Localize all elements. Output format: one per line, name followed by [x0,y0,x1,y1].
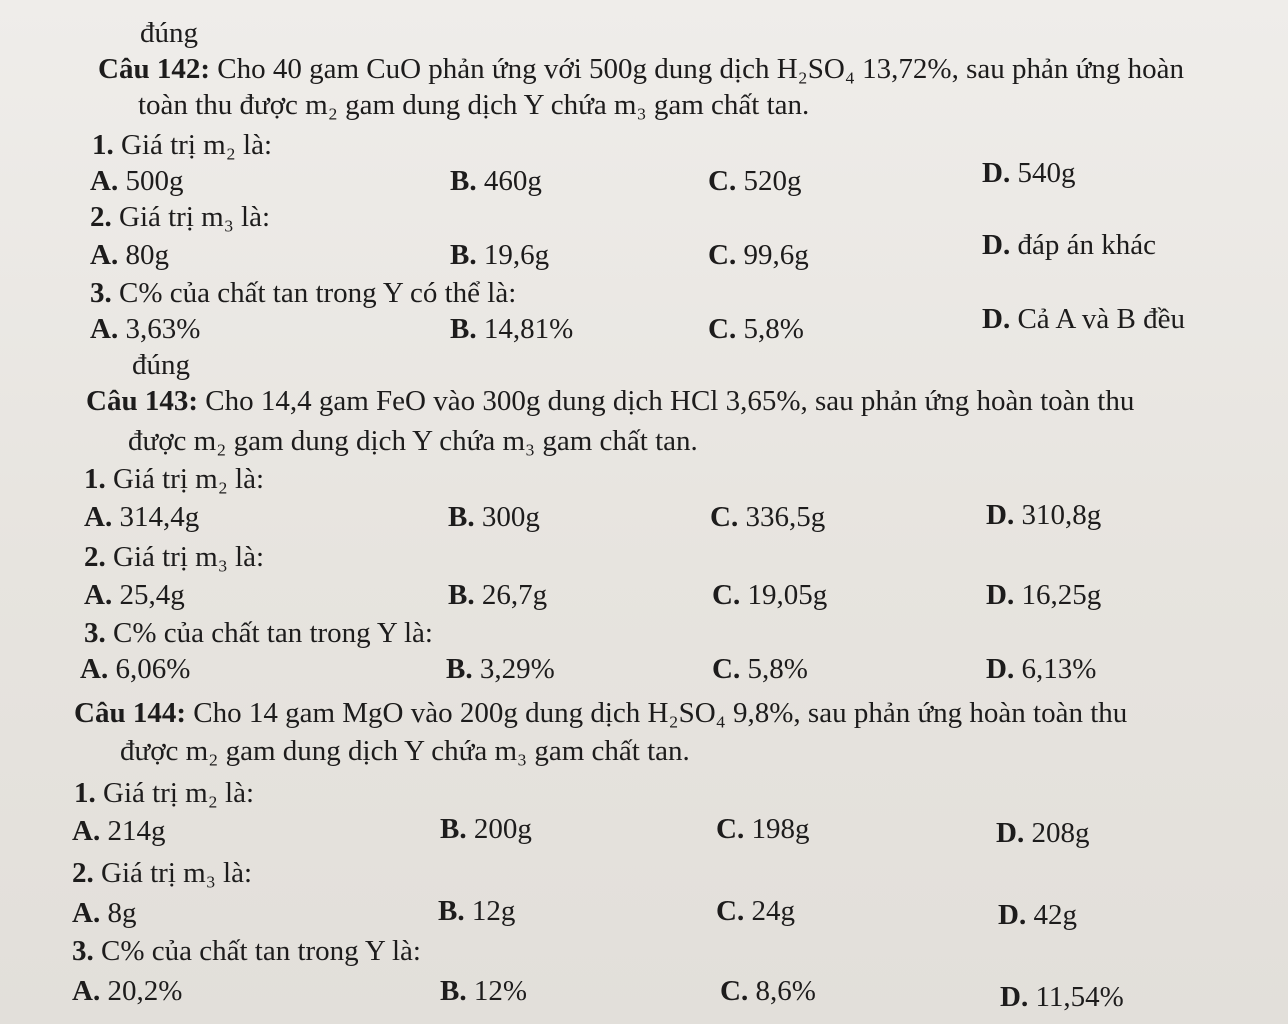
q142-2-option-c: C. 99,6g [708,239,809,271]
q142-1-option-b: B. 460g [450,165,542,197]
question-142-line2: toàn thu được m₂ gam dung dịch Y chứa m₃ gam chất tan. [138,89,810,121]
question-143-line2: được m₂ gam dung dịch Y chứa m₃ gam chất tan. [128,425,698,457]
question-142-heading: Câu 142: [98,53,210,85]
q144-2-option-c: C. 24g [716,895,795,927]
q144-3-option-b: B. 12% [440,975,528,1007]
question-143-line1 [86,384,1134,418]
q144-2-option-d: D. 42g [998,899,1077,931]
q142-2-option-b: B. 19,6g [450,239,550,271]
q143-subquestion-1: 1. Giá trị m₂ là: [84,463,265,495]
subquestion-text: Giá trị m₂ là: [113,129,273,161]
q144-2-option-b: B. 12g [438,895,516,927]
q143-1-option-d: D. 310,8g [986,499,1102,531]
question-143-heading: Câu 143: [86,385,198,417]
q142-subquestion-2: 2. Giá trị m₃ là: [90,201,271,233]
q143-2-option-a: A. 25,4g [84,579,185,611]
question-144-heading: Câu 144: [74,697,186,729]
question-144-line1 [74,696,1127,730]
q144-1-option-c: C. 198g [716,813,810,845]
q142-2-option-a: A. 80g [90,239,169,271]
q143-3-option-b: B. 3,29% [446,653,555,685]
q142-3-option-d: D. Cả A và B đều [982,303,1185,335]
q144-subquestion-2: 2. Giá trị m₃ là: [72,857,253,889]
question-142-text: Cho 40 gam CuO phản ứng với 500g dung dịch H₂SO₄ 13,72%, sau phản ứng hoàn [209,53,1184,85]
question-142-line1 [98,52,1184,86]
q142-subquestion-1 [92,128,272,162]
q142-3-option-a: A. 3,63% [90,313,201,345]
q143-subquestion-3: 3. C% của chất tan trong Y là: [84,617,433,649]
question-144-line2: được m₂ gam dung dịch Y chứa m₃ gam chất tan. [120,735,690,767]
q142-1-option-d: D. 540g [982,157,1076,189]
question-143-text: Cho 14,4 gam FeO vào 300g dung dịch HCl 3,65%, sau phản ứng hoàn toàn thu [197,385,1135,417]
q142-3-option-c: C. 5,8% [708,313,804,345]
q142-3-option-b: B. 14,81% [450,313,574,345]
q143-3-option-d: D. 6,13% [986,653,1097,685]
q142-3-option-d-tail: đúng [132,349,190,381]
question-144-text: Cho 14 gam MgO vào 200g dung dịch H₂SO₄ 9,8%, sau phản ứng hoàn toàn thu [185,697,1128,729]
previous-question-tail: đúng [140,17,198,49]
q144-1-option-b: B. 200g [440,813,532,845]
q143-subquestion-2: 2. Giá trị m₃ là: [84,541,265,573]
q144-2-option-a: A. 8g [72,897,137,929]
q144-1-option-d: D. 208g [996,817,1090,849]
q142-subquestion-3: 3. C% của chất tan trong Y có thể là: [90,277,517,309]
q144-3-option-c: C. 8,6% [720,975,816,1007]
q142-1-option-a: A. 500g [90,165,184,197]
subquestion-number: 1. [92,129,114,161]
q143-2-option-d: D. 16,25g [986,579,1102,611]
q143-1-option-a: A. 314,4g [84,501,200,533]
q144-1-option-a: A. 214g [72,815,166,847]
q144-subquestion-3: 3. C% của chất tan trong Y là: [72,935,421,967]
q143-2-option-b: B. 26,7g [448,579,548,611]
q142-2-option-d: D. đáp án khác [982,229,1156,261]
q143-3-option-c: C. 5,8% [712,653,808,685]
q143-1-option-b: B. 300g [448,501,540,533]
q142-1-option-c: C. 520g [708,165,802,197]
q144-3-option-a: A. 20,2% [72,975,183,1007]
q144-3-option-d: D. 11,54% [1000,981,1124,1013]
q143-2-option-c: C. 19,05g [712,579,828,611]
q144-subquestion-1: 1. Giá trị m₂ là: [74,777,255,809]
q143-1-option-c: C. 336,5g [710,501,826,533]
q143-3-option-a: A. 6,06% [80,653,191,685]
